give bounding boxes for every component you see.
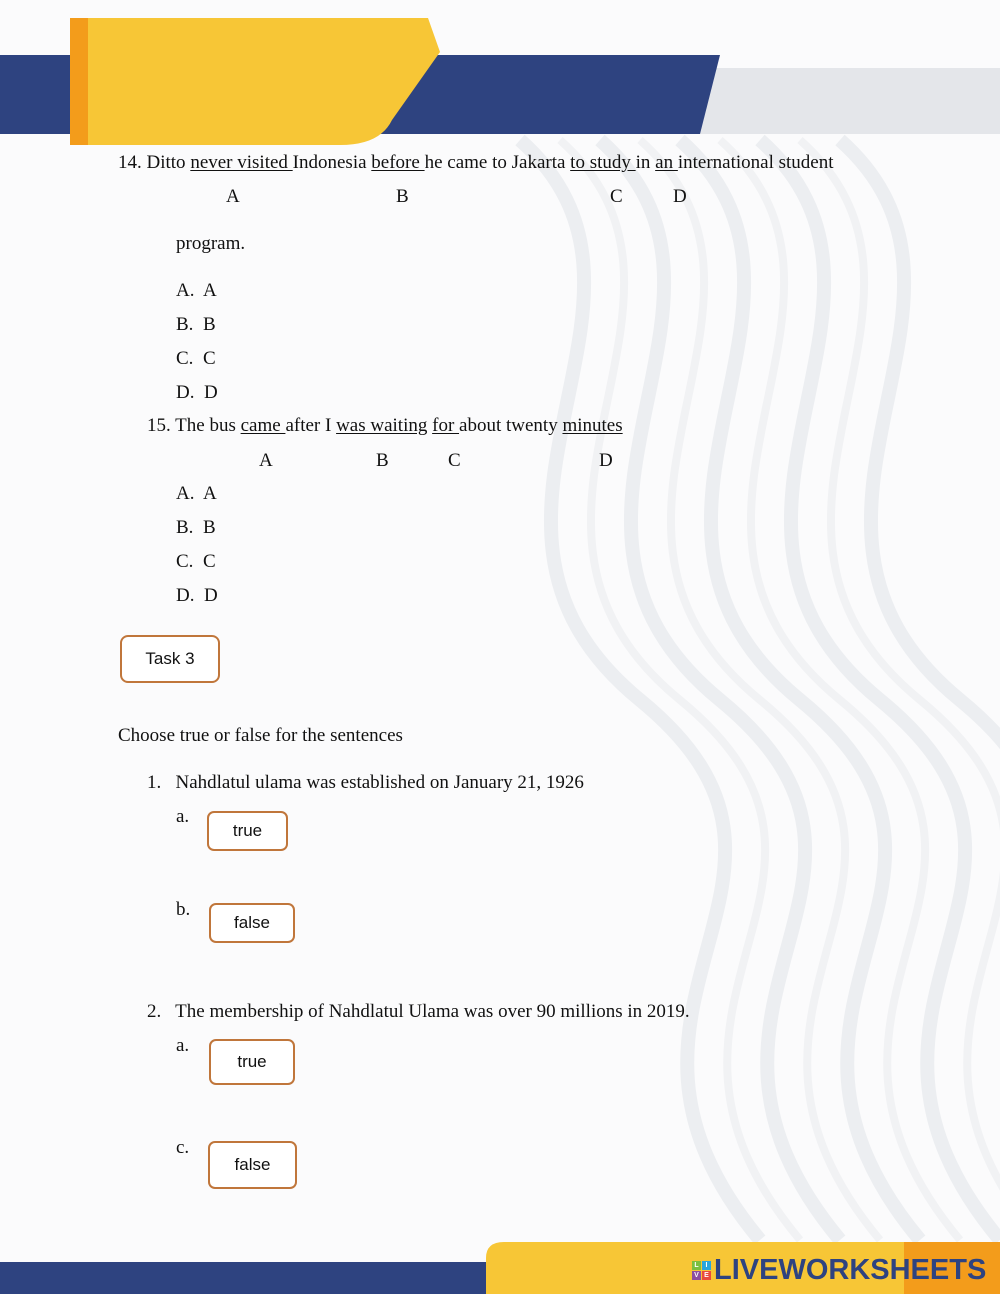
q15-underlined-a: came	[240, 415, 286, 436]
q15-underlined-d: minutes	[562, 415, 623, 436]
q15-marker-d: D	[599, 450, 613, 471]
q15-underlined-c: for	[432, 415, 460, 436]
q14-option-b[interactable]: B. B	[176, 314, 216, 335]
q14-marker-a: A	[226, 186, 240, 207]
q14-underlined-a: never visited	[190, 152, 293, 173]
q15-marker-b: B	[376, 450, 389, 471]
q15-option-d[interactable]: D. D	[176, 585, 218, 606]
logo-grid-cell-e: E	[702, 1271, 711, 1280]
q14-underlined-c: to study	[570, 152, 636, 173]
q14-marker-d: D	[673, 186, 687, 207]
header-banner	[0, 0, 1000, 150]
q14-option-d[interactable]: D. D	[176, 382, 218, 403]
logo-grid-cell-l: L	[692, 1261, 701, 1270]
task3-item-2-choice-c-letter: c.	[176, 1137, 190, 1158]
q15-marker-a: A	[259, 450, 273, 471]
logo-grid-cell-i: I	[702, 1261, 711, 1270]
q14-underlined-d: an	[655, 152, 678, 173]
task3-item-1-sentence: 1. Nahdlatul ulama was established on January 21, 1926	[147, 772, 584, 793]
liveworksheets-logo	[692, 1252, 986, 1288]
item-2-true-button[interactable]: true	[209, 1039, 295, 1085]
q15-option-c[interactable]: C. C	[176, 551, 216, 572]
q14-option-c[interactable]: C. C	[176, 348, 216, 369]
q15-option-a[interactable]: A. A	[176, 483, 217, 504]
q15-option-b[interactable]: B. B	[176, 517, 216, 538]
item-1-true-button[interactable]: true	[207, 811, 288, 851]
q15-marker-c: C	[448, 450, 461, 471]
q14-option-a[interactable]: A. A	[176, 280, 217, 301]
q14-marker-c: C	[610, 186, 623, 207]
question-14-sentence: 14. Ditto never visited Indonesia before he came to Jakarta to study in an international student	[118, 152, 834, 173]
item-1-false-button[interactable]: false	[209, 903, 295, 943]
task3-item-2-sentence: 2. The membership of Nahdlatul Ulama was over 90 millions in 2019.	[147, 1001, 690, 1022]
q14-underlined-b: before	[371, 152, 425, 173]
task-3-label: Task 3	[120, 635, 220, 683]
task3-item-1-choice-a-letter: a.	[176, 806, 190, 827]
logo-grid-cell-v: V	[692, 1271, 701, 1280]
logo-grid-icon	[692, 1261, 711, 1280]
logo-wordmark: LIVEWORKSHEETS	[714, 1253, 987, 1286]
item-2-false-button[interactable]: false	[208, 1141, 297, 1189]
question-15-sentence: 15. The bus came after I was waiting for about twenty minutes	[147, 415, 623, 436]
q15-underlined-b: was waiting	[336, 415, 428, 436]
q14-continuation: program.	[176, 233, 246, 254]
task3-item-2-choice-a-letter: a.	[176, 1035, 190, 1056]
task-3-instruction: Choose true or false for the sentences	[118, 725, 403, 746]
task3-item-1-choice-b-letter: b.	[176, 899, 191, 920]
q14-marker-b: B	[396, 186, 409, 207]
